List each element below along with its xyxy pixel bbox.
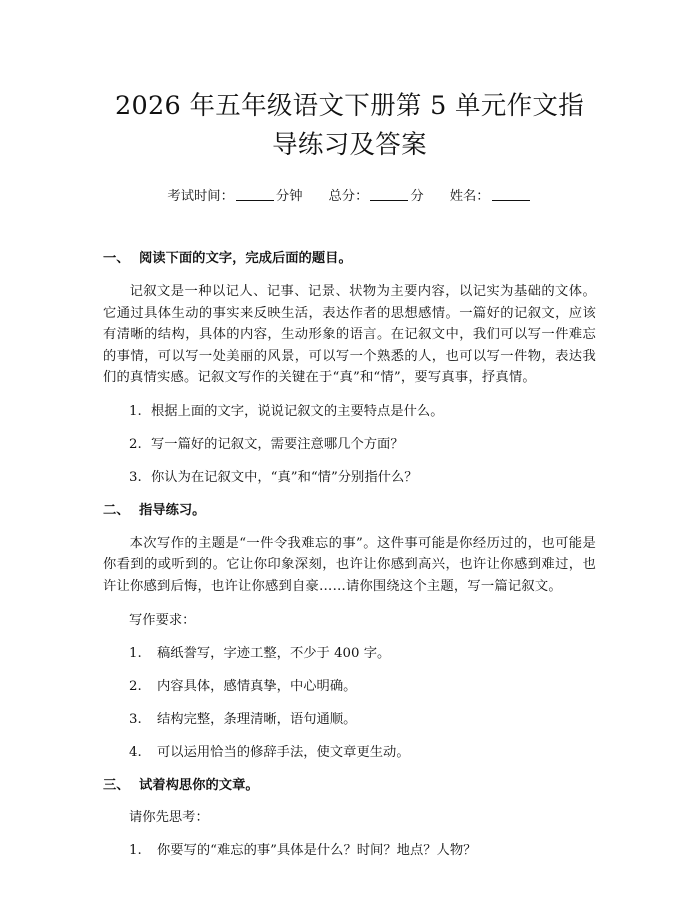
question-text: 写一篇好的记叙文，需要注意哪几个方面？ bbox=[151, 436, 404, 452]
question-text: 根据上面的文字，说说记叙文的主要特点是什么。 bbox=[151, 403, 444, 419]
requirement-number: 1. bbox=[129, 645, 142, 661]
section-1-question bbox=[103, 402, 596, 422]
requirement-item bbox=[103, 743, 596, 763]
section-2-number: 二、 bbox=[103, 502, 130, 518]
requirement-number: 4. bbox=[129, 744, 142, 760]
student-name-blank[interactable] bbox=[492, 187, 530, 201]
planning-number: 1. bbox=[129, 842, 142, 858]
requirement-text: 稿纸誊写，字迹工整，不少于 400 字。 bbox=[157, 645, 391, 661]
exam-info-line bbox=[103, 187, 596, 206]
exam-time-unit: 分钟 bbox=[275, 189, 303, 204]
section-2-title: 指导练习。 bbox=[139, 502, 206, 518]
section-1-question bbox=[103, 435, 596, 455]
planning-text: 你要写的“难忘的事”具体是什么？时间？地点？人物？ bbox=[157, 842, 477, 858]
requirement-number: 2. bbox=[129, 678, 142, 694]
writing-requirements-label: 写作要求： bbox=[129, 612, 196, 628]
requirement-text: 内容具体，感情真挚，中心明确。 bbox=[157, 678, 357, 694]
requirement-number: 3. bbox=[129, 711, 142, 727]
question-number: 1. bbox=[129, 403, 142, 419]
section-1-heading bbox=[103, 249, 596, 269]
section-3-title: 试着构思你的文章。 bbox=[139, 777, 259, 793]
requirement-text: 可以运用恰当的修辞手法，使文章更生动。 bbox=[157, 744, 410, 760]
requirement-item bbox=[103, 710, 596, 730]
section-2-heading bbox=[103, 501, 596, 521]
section-3-number: 三、 bbox=[103, 777, 130, 793]
requirement-text: 结构完整，条理清晰，语句通顺。 bbox=[157, 711, 357, 727]
section-1-question bbox=[103, 468, 596, 488]
total-score-blank[interactable] bbox=[370, 187, 408, 201]
planning-item bbox=[103, 841, 596, 861]
section-1-number: 一、 bbox=[103, 251, 130, 266]
question-text: 你认为在记叙文中，“真”和“情”分别指什么？ bbox=[151, 469, 418, 485]
document-title: 2026 年五年级语文下册第 5 单元作文指导练习及答案 bbox=[114, 91, 585, 160]
exam-time-label: 考试时间： bbox=[167, 189, 234, 204]
section-2-paragraph: 本次写作的主题是“一件令我难忘的事”。这件事可能是你经历过的，也可能是你看到的或听到的。它让你印象深刻，也许让你感到高兴，也许让你感到难过，也许让你感到后悔，也许让你感到自豪……请你围绕这个主题，写一篇记叙文。 bbox=[103, 535, 596, 594]
think-first-label: 请你先思考： bbox=[129, 809, 209, 825]
question-number: 3. bbox=[129, 469, 142, 485]
question-number: 2. bbox=[129, 436, 142, 452]
section-1-title: 阅读下面的文字，完成后面的题目。 bbox=[139, 251, 352, 266]
total-score-label: 总分： bbox=[328, 189, 369, 204]
student-name-label: 姓名： bbox=[449, 189, 490, 204]
exam-time-blank[interactable] bbox=[236, 187, 274, 201]
requirement-item bbox=[103, 644, 596, 664]
section-3-heading bbox=[103, 776, 596, 796]
total-score-unit: 分 bbox=[410, 189, 424, 204]
requirement-item bbox=[103, 677, 596, 697]
section-1-paragraph: 记叙文是一种以记人、记事、记景、状物为主要内容，以记实为基础的文体。它通过具体生动的事实来反映生活，表达作者的思想感情。一篇好的记叙文，应该有清晰的结构，具体的内容，生动形象的语言。在记叙文中，我们可以写一件难忘的事情，可以写一处美丽的风景，可以写一个熟悉的人，也可以写一件物，表达我们的真情实感。记叙文写作的关键在于“真”和“情”，要写真事，抒真情。 bbox=[103, 284, 596, 385]
